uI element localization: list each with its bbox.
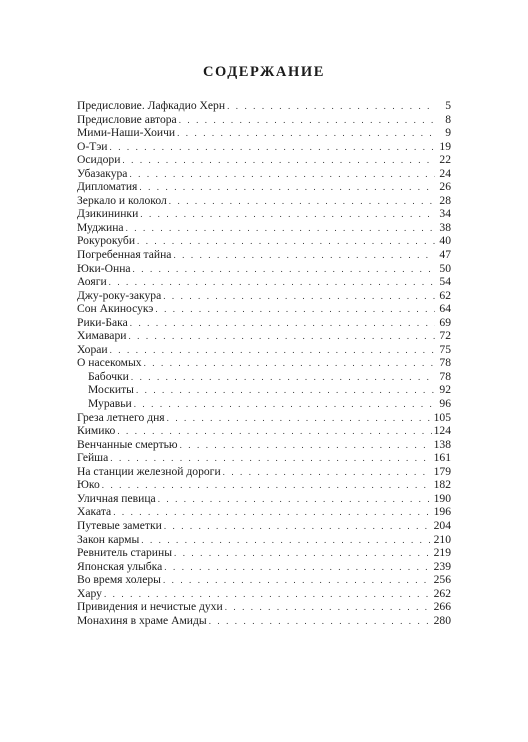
dot-leader <box>131 371 435 385</box>
dot-leader <box>134 398 435 412</box>
toc-entry <box>77 329 451 343</box>
toc-page-number: 28 <box>439 193 451 207</box>
dot-leader <box>227 100 435 114</box>
toc-page-number: 34 <box>439 207 451 221</box>
dot-leader <box>129 168 435 182</box>
toc-page-number: 9 <box>445 126 451 140</box>
toc-entry <box>77 221 451 235</box>
toc-entry <box>77 519 451 533</box>
toc-page-number: 239 <box>433 559 451 573</box>
dot-leader <box>223 466 432 480</box>
toc-entry-title: Монахиня в храме Амиды <box>77 613 207 627</box>
toc-page-number: 204 <box>433 518 451 532</box>
toc-entry-title: Путевые заметки <box>77 518 162 532</box>
dot-leader <box>137 235 435 249</box>
dot-leader <box>225 601 432 615</box>
dot-leader <box>136 384 435 398</box>
toc-entry <box>77 140 451 154</box>
dot-leader <box>104 588 432 602</box>
toc-entry-title: Зеркало и колокол <box>77 193 167 207</box>
toc-entry-title: Юко <box>77 478 100 492</box>
toc-page-number: 78 <box>439 356 451 370</box>
dot-leader <box>169 195 435 209</box>
toc-entry-title: Сон Акиносукэ <box>77 302 154 316</box>
toc-page-number: 196 <box>433 505 451 519</box>
toc-entry <box>77 533 451 547</box>
toc-entry <box>77 600 451 614</box>
toc-entry <box>77 99 451 113</box>
toc-page-number: 8 <box>445 112 451 126</box>
toc-entry <box>77 465 451 479</box>
dot-leader <box>109 276 435 290</box>
dot-leader <box>173 249 435 263</box>
toc-entry-title: Привидения и нечистые духи <box>77 600 223 614</box>
toc-entry-title: Убазакура <box>77 166 128 180</box>
toc-page-number: 182 <box>433 478 451 492</box>
toc-entry-title: О-Тэи <box>77 139 108 153</box>
dot-leader <box>164 561 431 575</box>
toc-entry <box>77 560 451 574</box>
toc-entry-title: Москиты <box>88 383 134 397</box>
toc-entry-title: Муджина <box>77 220 124 234</box>
dot-leader <box>117 425 431 439</box>
toc-entry-title: На станции железной дороги <box>77 464 221 478</box>
dot-leader <box>177 127 435 141</box>
toc-page-number: 26 <box>439 180 451 194</box>
toc-entry <box>77 356 451 370</box>
toc-entry-title: Погребенная тайна <box>77 248 172 262</box>
toc-entry-title: Предисловие автора <box>77 112 177 126</box>
toc-entry <box>77 289 451 303</box>
toc-page-number: 190 <box>433 491 451 505</box>
toc-entry <box>77 383 451 397</box>
toc-entry <box>77 153 451 167</box>
dot-leader <box>141 534 431 548</box>
dot-leader <box>126 222 435 236</box>
toc-page-number: 54 <box>439 275 451 289</box>
toc-page-number: 256 <box>433 573 451 587</box>
toc-entry <box>77 343 451 357</box>
toc-entry-title: Хару <box>77 586 102 600</box>
toc-page-number: 96 <box>439 397 451 411</box>
toc-page-number: 161 <box>433 451 451 465</box>
toc-entry-title: Рики-Бака <box>77 315 128 329</box>
toc-page-number: 19 <box>439 139 451 153</box>
toc-page-number: 50 <box>439 261 451 275</box>
toc-entry <box>77 113 451 127</box>
toc-page-number: 40 <box>439 234 451 248</box>
toc-page-number: 262 <box>433 586 451 600</box>
toc-entry-title: Греза летнего дня <box>77 410 165 424</box>
toc-entry <box>77 587 451 601</box>
toc-entry <box>77 546 451 560</box>
toc-entry <box>77 248 451 262</box>
toc-entry-title: Во время холеры <box>77 573 161 587</box>
dot-leader <box>174 547 432 561</box>
dot-leader <box>158 493 432 507</box>
toc-entry-title: Химавари <box>77 329 127 343</box>
toc-page-number: 124 <box>433 424 451 438</box>
toc-entry-title: Бабочки <box>88 369 129 383</box>
toc-page-number: 92 <box>439 383 451 397</box>
dot-leader <box>140 208 435 222</box>
toc-entry-title: Хораи <box>77 342 108 356</box>
toc-page-number: 38 <box>439 220 451 234</box>
toc-page-number: 69 <box>439 315 451 329</box>
dot-leader <box>130 317 435 331</box>
toc-entry <box>77 194 451 208</box>
toc-entry <box>77 167 451 181</box>
toc-entry <box>77 492 451 506</box>
dot-leader <box>113 506 431 520</box>
toc-page-number: 47 <box>439 248 451 262</box>
toc-entry <box>77 316 451 330</box>
dot-leader <box>110 344 435 358</box>
toc-entry-title: Хаката <box>77 505 112 519</box>
toc-page-number: 64 <box>439 302 451 316</box>
dot-leader <box>128 330 435 344</box>
dot-leader <box>163 290 435 304</box>
toc-entry <box>77 614 451 628</box>
toc-entry-title: Предисловие. Лафкадио Херн <box>77 99 226 112</box>
toc-entry-title: Мими-Наши-Хоичи <box>77 126 176 140</box>
toc-page-number: 219 <box>433 546 451 560</box>
dot-leader <box>110 452 431 466</box>
toc-entry <box>77 397 451 411</box>
toc-entry <box>77 370 451 384</box>
dot-leader <box>164 520 432 534</box>
toc-page-number: 22 <box>439 153 451 167</box>
dot-leader <box>139 181 435 195</box>
toc-page-number: 280 <box>433 613 451 627</box>
toc-page-number: 210 <box>433 532 451 546</box>
toc-entry-title: Ревнитель старины <box>77 546 173 560</box>
toc-entry-title: Дипломатия <box>77 180 138 194</box>
toc-entry <box>77 234 451 248</box>
dot-leader <box>209 615 432 629</box>
toc-entry-title: Осидори <box>77 153 121 167</box>
table-of-contents <box>77 99 451 627</box>
toc-page-number: 78 <box>439 369 451 383</box>
toc-entry <box>77 275 451 289</box>
dot-leader <box>122 154 435 168</box>
dot-leader <box>144 357 435 371</box>
toc-entry-title: Закон кармы <box>77 532 140 546</box>
toc-entry-title: Кимико <box>77 424 116 438</box>
toc-entry-title: Венчанные смертью <box>77 437 178 451</box>
dot-leader <box>155 303 435 317</box>
dot-leader <box>179 114 435 128</box>
dot-leader <box>110 141 436 155</box>
toc-entry <box>77 451 451 465</box>
toc-entry <box>77 424 451 438</box>
toc-entry <box>77 302 451 316</box>
toc-page-number: 266 <box>433 600 451 614</box>
toc-entry <box>77 126 451 140</box>
toc-entry-title: Рокурокуби <box>77 234 136 248</box>
dot-leader <box>180 439 432 453</box>
toc-page-number: 5 <box>445 99 451 112</box>
page-title: СОДЕРЖАНИЕ <box>202 64 326 80</box>
toc-page-number: 75 <box>439 342 451 356</box>
toc-entry-title: Джу-року-закура <box>77 288 162 302</box>
toc-entry <box>77 411 451 425</box>
dot-leader <box>163 574 432 588</box>
toc-entry <box>77 180 451 194</box>
toc-page-number: 24 <box>439 166 451 180</box>
toc-entry <box>77 207 451 221</box>
toc-entry <box>77 262 451 276</box>
dot-leader <box>133 263 435 277</box>
toc-entry-title: Дзикининки <box>77 207 139 221</box>
toc-entry <box>77 478 451 492</box>
toc-page-number: 105 <box>433 410 451 424</box>
toc-entry-title: О насекомых <box>77 356 142 370</box>
toc-page-number: 62 <box>439 288 451 302</box>
toc-entry <box>77 505 451 519</box>
toc-entry-title: Аояги <box>77 275 107 289</box>
toc-entry <box>77 438 451 452</box>
toc-entry-title: Муравьи <box>88 397 132 411</box>
toc-entry <box>77 573 451 587</box>
toc-page-number: 179 <box>433 464 451 478</box>
toc-entry-title: Гейша <box>77 451 109 465</box>
dot-leader <box>102 479 432 493</box>
dot-leader <box>167 412 432 426</box>
toc-entry-title: Юки-Онна <box>77 261 131 275</box>
toc-entry-title: Уличная певица <box>77 491 156 505</box>
toc-entry-title: Японская улыбка <box>77 559 163 573</box>
toc-page-number: 138 <box>433 437 451 451</box>
toc-page-number: 72 <box>439 329 451 343</box>
